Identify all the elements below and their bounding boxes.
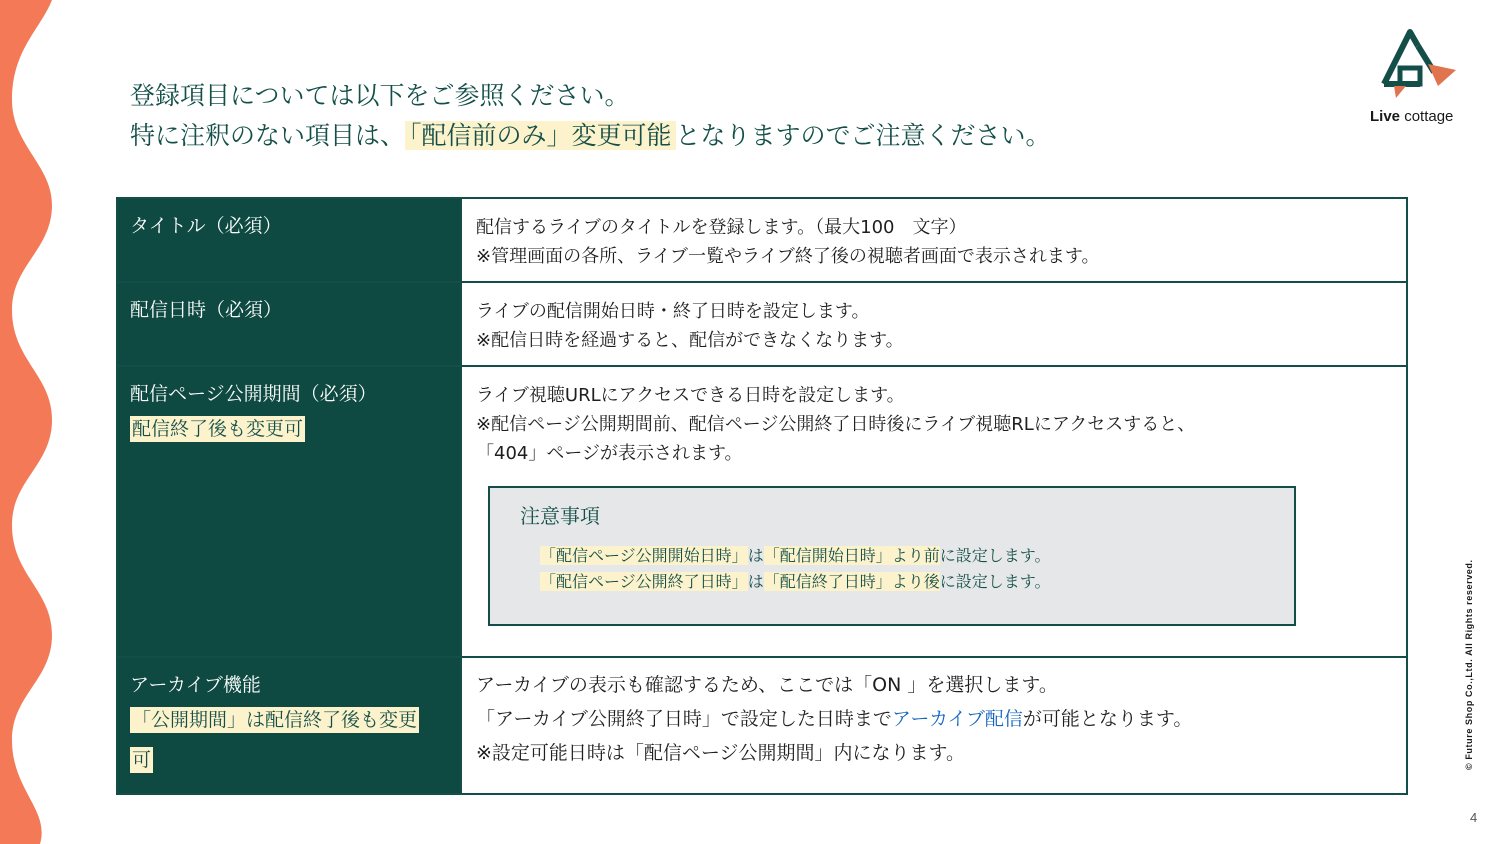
- page-number: 4: [1470, 810, 1478, 825]
- caution-line-1: 「配信ページ公開開始日時」は「配信開始日時」より前に設定します。: [540, 546, 1051, 565]
- intro-line-2: 特に注釈のない項目は、 「配信前のみ」変更可能 となりますのでご注意ください。: [130, 121, 1051, 150]
- row-desc-archive: アーカイブの表示も確認するため、ここでは「ON 」を選択します。 「アーカイブ公開終了日時」で設定した日時までアーカイブ配信が可能となります。 ※設定可能日時は「配信ページ公開期間」内になります。: [461, 657, 1407, 794]
- archive-tag-line-2: 可: [132, 749, 152, 771]
- caution-box: [488, 486, 1296, 626]
- table-row: [117, 282, 1407, 366]
- settings-table: [116, 197, 1408, 795]
- caution-title: 注意事項: [520, 504, 600, 528]
- row-label-datetime: 配信日時（必須）: [117, 282, 461, 366]
- caution-line-2: 「配信ページ公開終了日時」は「配信終了日時」より後に設定します。: [540, 572, 1051, 591]
- copyright-text: © Future Shop Co.,Ltd. All Rights reserved.: [1464, 559, 1474, 770]
- intro-highlight: 「配信前のみ」変更可能: [405, 121, 676, 150]
- row-label-title: タイトル（必須）: [117, 198, 461, 282]
- row-desc-datetime: ライブの配信開始日時・終了日時を設定します。 ※配信日時を経過すると、配信ができなくなります。: [461, 282, 1407, 366]
- table-row: [117, 198, 1407, 282]
- table-row: [117, 657, 1407, 794]
- house-logo-icon: [1376, 26, 1460, 106]
- intro-text: [130, 76, 1051, 156]
- row-desc-title: 配信するライブのタイトルを登録します。（最大100 文字） ※管理画面の各所、ライブ一覧やライブ終了後の視聴者画面で表示されます。: [461, 198, 1407, 282]
- decorative-wave-border: [0, 0, 60, 844]
- live-cottage-logo: [1366, 26, 1468, 130]
- row-label-publish-period: 配信ページ公開期間（必須） 配信終了後も変更可: [117, 366, 461, 657]
- intro-line-1: 登録項目については以下をご参照ください。: [130, 81, 630, 110]
- logo-wordmark: Live cottage: [1370, 108, 1454, 125]
- table-row: [117, 366, 1407, 657]
- row-desc-publish-period: ライブ視聴URLにアクセスできる日時を設定します。 ※配信ページ公開期間前、配信ページ公開終了日時後にライブ視聴RLにアクセスすると、 「404」ページが表示されます。 注意事項 「配信ページ公開開始日時」は「配信開始日時」より前に設定します。 「配信ページ公開終了日時」は「配信終了日時」より後に設定します。: [461, 366, 1407, 657]
- archive-link[interactable]: アーカイブ配信: [891, 708, 1023, 730]
- editable-after-tag: 配信終了後も変更可: [132, 418, 304, 440]
- archive-tag-line-1: 「公開期間」は配信終了後も変更: [132, 709, 418, 731]
- row-label-archive: アーカイブ機能 「公開期間」は配信終了後も変更 可: [117, 657, 461, 794]
